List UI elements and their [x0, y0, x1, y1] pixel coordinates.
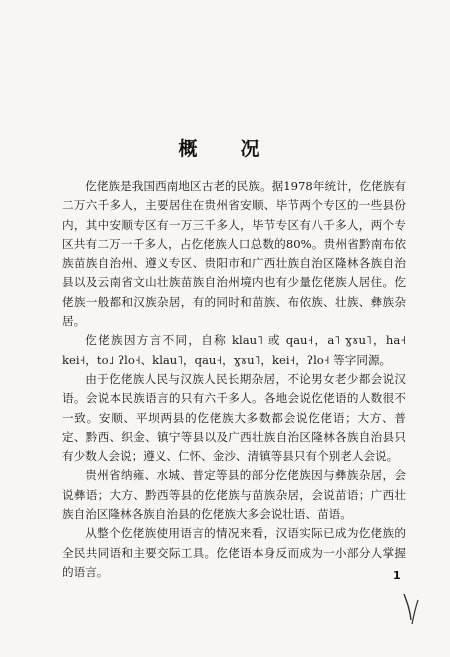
body-text	[62, 177, 406, 582]
page-number: 1	[393, 569, 401, 582]
handwritten-mark-icon	[398, 590, 428, 630]
paragraph-3: 由于仡佬族人民与汉族人民长期杂居，不论男女老少都会说汉语。会说本民族语言的只有六千多人。各地会说仡佬语的人数很不一致。安顺、平坝两县的仡佬族大多数都会说仡佬语；大方、普定、黔西、织金、镇宁等县以及广西壮族自治区隆林各族自治县只有少数人会说；遵义、仁怀、金沙、清镇等县只有个别老人会说。	[62, 371, 406, 464]
paragraph-5: 从整个仡佬族使用语言的情况来看，汉语实际已成为仡佬族的全民共同语和主要交际工具。仡佬语本身反而成为一小部分人掌握的语言。	[62, 526, 406, 579]
paragraph-4: 贵州省纳雍、水城、普定等县的部分仡佬族因与彝族杂居，会说彝语；大方、黔西等县的仡佬族与苗族杂居，会说苗语；广西壮族自治区隆林各族自治县的仡佬族大多会说壮语、苗语。	[62, 468, 406, 522]
paragraph-2: 仡佬族因方言不同，自称 klau˥ 或 qau˧，a˥ ɣɤu˥，ha˧ kei˧，to˩ ʔlo˧、klau˥，qau˧，ɣɤu˥，kei˧，ʔlo˧ 等字同源。	[62, 333, 406, 367]
paragraph-1: 仡佬族是我国西南地区古老的民族。据1978年统计，仡佬族有二万六千多人，主要居住在贵州省安顺、毕节两个专区的一些县份内，其中安顺专区有一万三千多人，毕节专区有八千多人，两个专区共有二万一千多人，占仡佬族人口总数的80%。贵州省黔南布依族苗族自治州、遵义专区、贵阳市和广西壮族自治区隆林各族自治县以及云南省文山壮族苗族自治州境内也有少量仡佬族人居住。仡佬族一般都和汉族杂居，有的同时和苗族、布依族、壮族、彝族杂居。	[62, 179, 406, 329]
page-title: 概 况	[178, 138, 272, 160]
